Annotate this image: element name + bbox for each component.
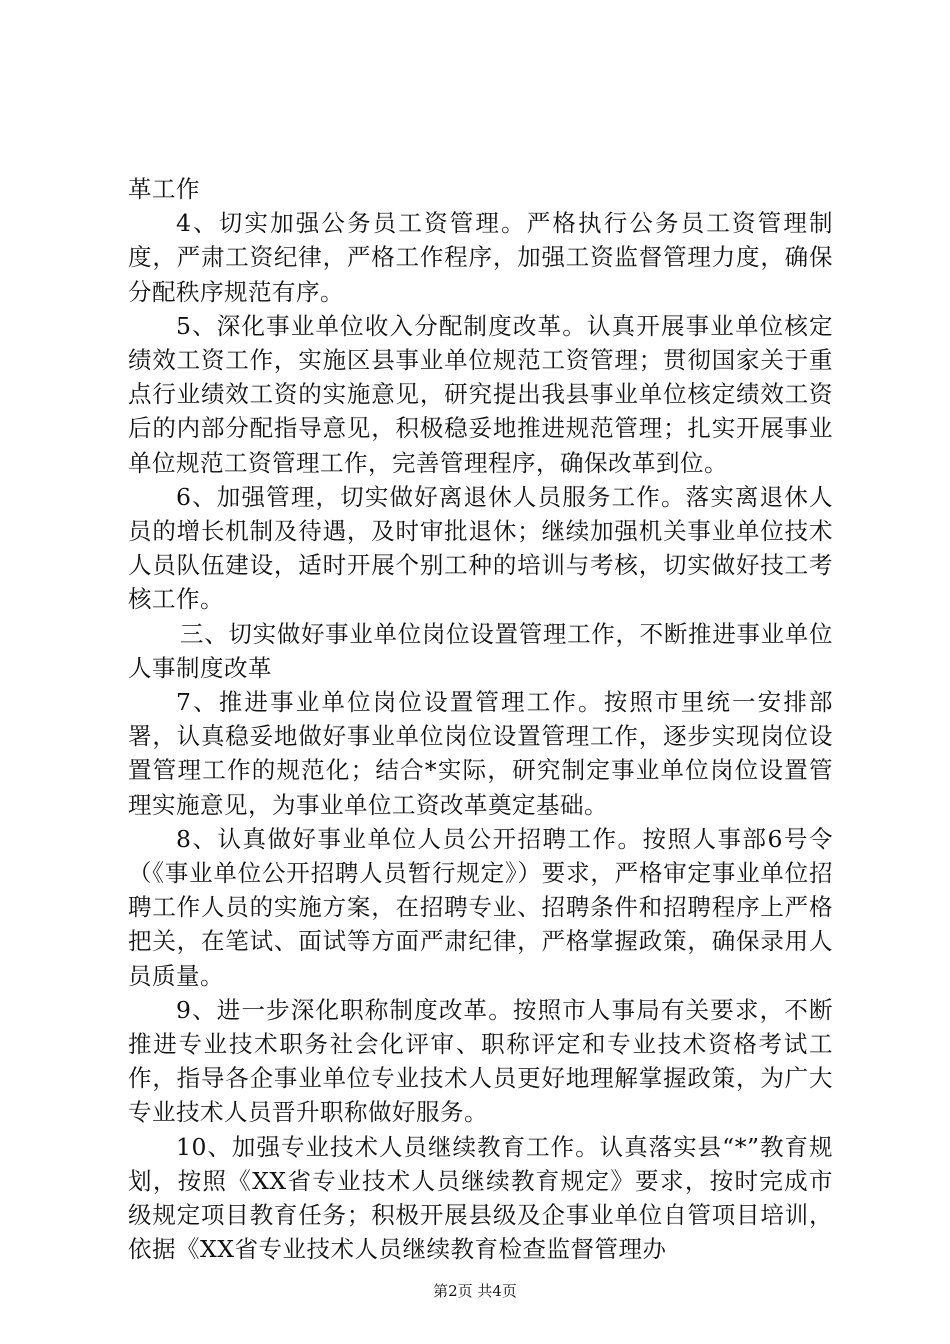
paragraph-item-7: 7、推进事业单位岗位设置管理工作。按照市里统一安排部署，认真稳妥地做好事业单位岗位设置管理工作，逐步实现岗位设置管理工作的规范化；结合*实际，研究制定事业单位岗位设置管理实施意见，为事业单位工资改革奠定基础。 bbox=[128, 688, 833, 819]
document-body bbox=[128, 172, 833, 1267]
paragraph-item-4: 4、切实加强公务员工资管理。严格执行公务员工资管理制度，严肃工资纪律，严格工作程序，加强工资监督管理力度，确保分配秩序规范有序。 bbox=[128, 209, 833, 306]
section-heading-3: 三、切实做好事业单位岗位设置管理工作，不断推进事业单位人事制度改革 bbox=[128, 619, 833, 682]
paragraph-item-9: 9、进一步深化职称制度改革。按照市人事局有关要求，不断推进专业技术职务社会化评审、职称评定和专业技术资格考试工作，指导各企事业单位专业技术人员更好地理解掌握政策，为广大专业技术人员晋升职称做好服务。 bbox=[128, 995, 833, 1127]
paragraph-item-5: 5、深化事业单位收入分配制度改革。认真开展事业单位核定绩效工资工作，实施区县事业单位规范工资管理；贯彻国家关于重点行业绩效工资的实施意见，研究提出我县事业单位核定绩效工资后的内部分配指导意见，积极稳妥地推进规范管理；扎实开展事业单位规范工资管理工作，完善管理程序，确保改革到位。 bbox=[128, 311, 833, 477]
paragraph-continuation: 革工作 bbox=[128, 175, 200, 203]
paragraph-item-10: 10、加强专业技术人员继续教育工作。认真落实县“*”教育规划，按照《XX省专业技术人员继续教育规定》要求，按时完成市级规定项目教育任务；积极开展县级及企事业单位自管项目培训，依据《XX省专业技术人员继续教育检查监督管理办 bbox=[128, 1132, 833, 1264]
paragraph-item-8: 8、认真做好事业单位人员公开招聘工作。按照人事部6号令（《事业单位公开招聘人员暂行规定》）要求，严格审定事业单位招聘工作人员的实施方案，在招聘专业、招聘条件和招聘程序上严格把关，在笔试、面试等方面严肃纪律，严格掌握政策，确保录用人员质量。 bbox=[128, 824, 833, 990]
paragraph-item-6: 6、加强管理，切实做好离退休人员服务工作。落实离退休人员的增长机制及待遇，及时审批退休；继续加强机关事业单位技术人员队伍建设，适时开展个别工种的培训与考核，切实做好技工考核工作。 bbox=[128, 482, 833, 614]
page-number-footer: 第2页 共4页 bbox=[433, 1282, 517, 1300]
